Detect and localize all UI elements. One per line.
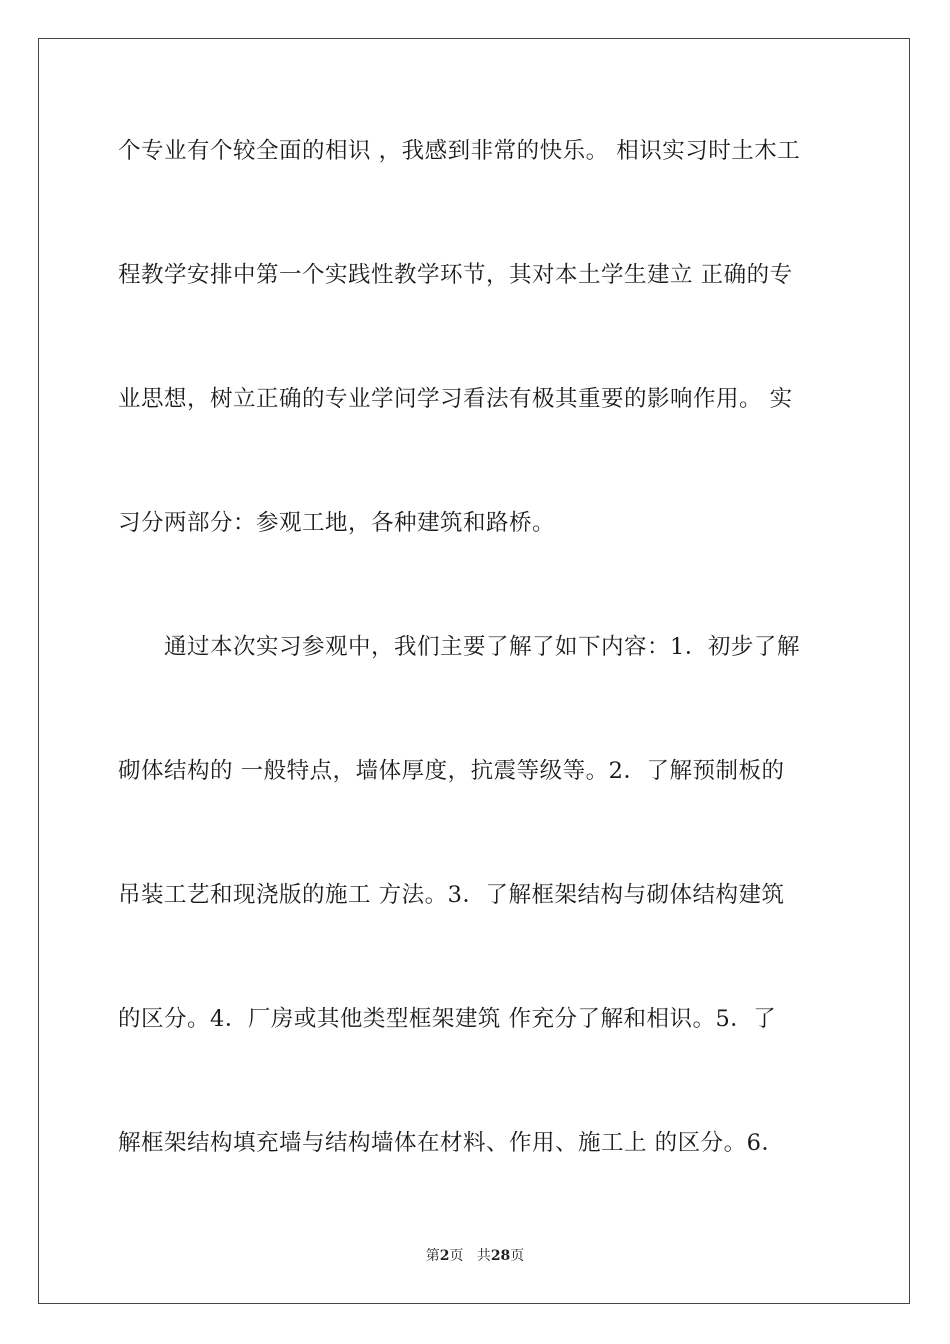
text-line-8: 的区分。4．厂房或其他类型框架建筑 作充分了解和相识。5．了 xyxy=(118,1006,777,1032)
footer-prefix: 第 xyxy=(425,1248,440,1264)
text-line-7: 吊装工艺和现浇版的施工 方法。3．了解框架结构与砌体结构建筑 xyxy=(118,882,785,908)
footer-total-suffix: 页 xyxy=(510,1248,525,1264)
text-line-5: 通过本次实习参观中，我们主要了解了如下内容：1．初步了解 xyxy=(164,634,800,660)
page-footer xyxy=(0,1247,950,1265)
footer-total-prefix: 共 xyxy=(476,1248,491,1264)
text-line-3: 业思想，树立正确的专业学问学习看法有极其重要的影响作用。 实 xyxy=(118,386,793,412)
total-pages: 28 xyxy=(490,1248,511,1264)
text-line-6: 砌体结构的 一般特点，墙体厚度，抗震等级等。2．了解预制板的 xyxy=(118,758,785,784)
text-line-9: 解框架结构填充墙与结构墙体在材料、作用、施工上 的区分。6． xyxy=(118,1130,785,1156)
text-line-1: 个专业有个较全面的相识 ，我感到非常的快乐。 相识实习时土木工 xyxy=(118,138,801,164)
page-border xyxy=(38,38,910,1304)
text-line-4: 习分两部分：参观工地，各种建筑和路桥。 xyxy=(118,510,556,536)
text-line-2: 程教学安排中第一个实践性教学环节，其对本土学生建立 正确的专 xyxy=(118,262,793,288)
page-number: 2 xyxy=(439,1248,450,1264)
footer-page-suffix: 页 xyxy=(449,1248,464,1264)
